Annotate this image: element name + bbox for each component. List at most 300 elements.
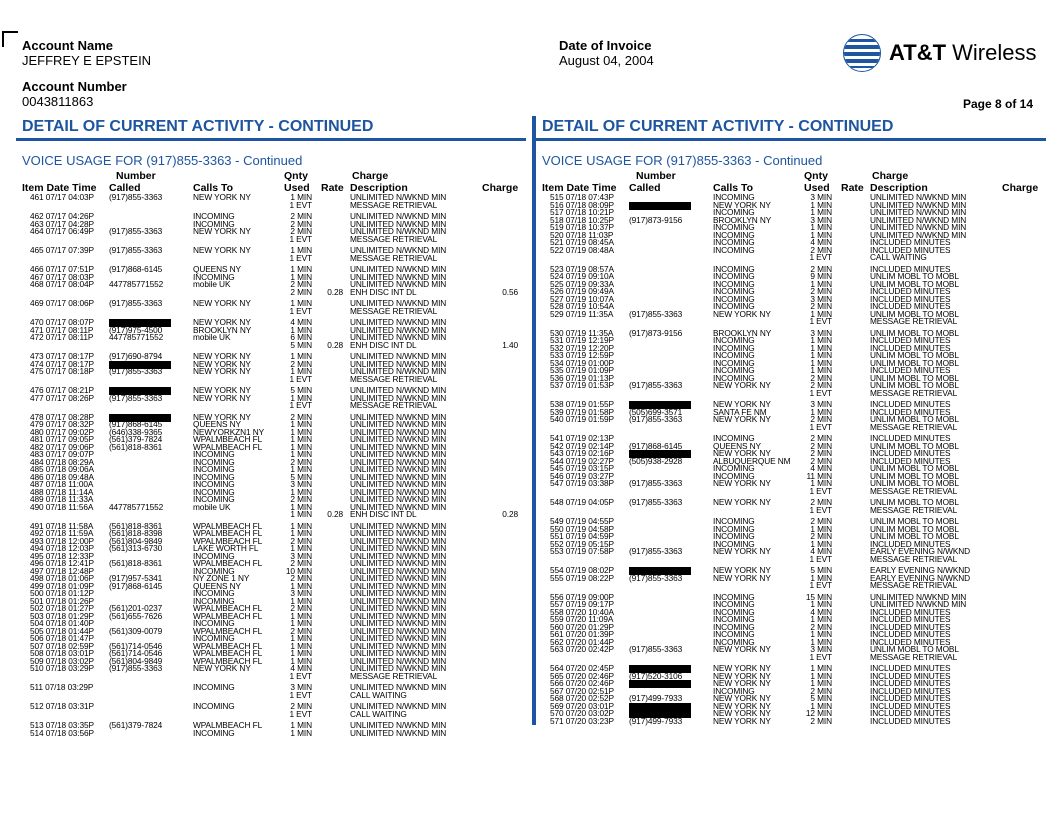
calls-to: NEW YORK NY	[193, 298, 251, 308]
charge-description: EARLY EVENING N/WKND	[870, 546, 971, 556]
item-date-time: 520 07/18 11:03P	[550, 229, 614, 240]
quantity-used: 1 MIN	[810, 538, 832, 549]
calls-to: NEW YORK NY	[713, 708, 771, 718]
item-date-time: 539 07/19 01:58P	[550, 406, 614, 417]
item-date-time-header: Item Date Time	[22, 182, 97, 194]
quantity-used: 1 MIN	[290, 633, 312, 643]
charge-description: UNLIMITED N/WKND MIN	[350, 535, 447, 546]
item-date-time: 555 07/19 08:22P	[550, 572, 614, 583]
table-row	[536, 244, 1046, 255]
quantity-used: 4 MIN	[290, 317, 312, 327]
item-date-time: 525 07/19 09:33A	[550, 278, 614, 289]
item-date-time: 472 07/17 08:11P	[30, 332, 94, 342]
calls-to: QUEENS NY	[713, 440, 761, 451]
quantity-used: 2 MIN	[810, 372, 832, 383]
description-header: Description	[870, 182, 928, 194]
quantity-used: 3 MIN	[810, 293, 832, 304]
quantity-used: 1 MIN	[290, 245, 312, 255]
item-date-time: 518 07/18 10:25P	[550, 214, 614, 225]
quantity-used: 5 MIN	[290, 385, 312, 395]
table-row	[536, 572, 1046, 583]
quantity-used: 1 MIN	[810, 478, 832, 488]
item-date-time: 571 07/20 03:23P	[550, 715, 614, 726]
calls-to: NEW YORK NY	[713, 308, 771, 319]
charge-description: UNLIMITED N/WKND MIN	[350, 456, 447, 467]
item-date-time: 530 07/19 11:35A	[550, 327, 614, 338]
quantity-used: 1 MIN	[290, 298, 312, 308]
quantity-used: 1 MIN	[810, 700, 832, 711]
item-date-time: 527 07/19 10:07A	[550, 293, 614, 304]
quantity-used: 1 EVT	[289, 199, 312, 210]
calls-to: QUEENS NY	[193, 419, 241, 429]
item-date-time: 467 07/17 08:03P	[30, 271, 94, 282]
called-number: (917)868-6145	[629, 440, 683, 451]
item-date-time: 545 07/19 03:15P	[550, 463, 614, 473]
called-number: (917)520-3106	[629, 670, 683, 681]
calls-to: INCOMING	[713, 237, 755, 247]
item-date-time: 499 07/18 01:09P	[30, 580, 94, 591]
charge-description: UNLIMITED N/WKND MIN	[350, 279, 447, 289]
quantity-used: 1 MIN	[290, 419, 312, 429]
item-date-time: 495 07/18 12:33P	[30, 550, 94, 561]
calls-to: INCOMING	[713, 538, 755, 549]
charge-description: MESSAGE RETRIEVAL	[870, 651, 958, 662]
item-date-time: 559 07/20 11:09A	[550, 614, 614, 624]
calls-to: INCOMING	[713, 342, 755, 353]
charge-description: INCLUDED MINUTES	[870, 406, 951, 417]
called-number: 447785771552	[109, 279, 164, 289]
calls-to: WPALMBEACH FL	[193, 603, 263, 613]
invoice-date-label: Date of Invoice	[559, 38, 652, 53]
calls-to: NEW YORK NY	[713, 199, 771, 210]
charge-description: INCLUDED MINUTES	[870, 700, 951, 711]
item-date-time: 477 07/17 08:26P	[30, 392, 94, 403]
quantity-used: 1 MIN	[290, 528, 312, 538]
item-date-time: 566 07/20 02:46P	[550, 678, 614, 688]
item-date-time: 521 07/19 08:45A	[550, 237, 614, 247]
calls-to: NEW YORK NY	[713, 380, 771, 390]
charge-description: EARLY EVENING N/WKND	[870, 572, 971, 583]
charge-description: UNLIMITED N/WKND MIN	[350, 565, 447, 576]
quantity-used: 3 MIN	[290, 588, 312, 598]
charge-description: MESSAGE RETRIEVAL	[350, 400, 438, 410]
quantity-used: 1 MIN	[290, 720, 312, 730]
called-number: (917)855-3363	[109, 192, 163, 202]
item-date-time: 536 07/19 01:13P	[550, 372, 614, 383]
calls-to: NEW YORK NY	[713, 715, 771, 726]
called-number: (561)714-0546	[109, 640, 163, 651]
quantity-used: 2 MIN	[290, 603, 312, 613]
called-number: (917)868-6145	[109, 580, 163, 591]
account-number: 0043811863	[22, 94, 94, 109]
calls-to: NEW YORK NY	[713, 448, 771, 458]
quantity-used: 2 MIN	[810, 433, 832, 443]
charge-description: UNLIMITED N/WKND MIN	[870, 207, 967, 217]
quantity-used: 1 MIN	[810, 572, 832, 583]
charge-description: UNLIMITED N/WKND MIN	[350, 211, 447, 221]
called-number: (646)338-9365	[109, 426, 163, 437]
called-number: (561)804-9849	[109, 535, 163, 546]
charge-description: UNLIMITED N/WKND MIN	[350, 727, 447, 738]
charge-description: ENH DISC INT DL	[350, 509, 417, 519]
quantity-used: 10 MIN	[285, 565, 312, 576]
calls-to: INCOMING	[713, 614, 755, 624]
calls-to: NEW YORK NY	[713, 414, 771, 424]
calls-to: INCOMING	[193, 456, 235, 467]
account-name-label: Account Name	[22, 38, 114, 53]
quantity-used: 1 MIN	[290, 192, 312, 202]
charge-description: UNLIMITED N/WKND MIN	[870, 229, 967, 240]
calls-to: INCOMING	[713, 350, 755, 360]
charge-description: MESSAGE RETRIEVAL	[350, 252, 438, 263]
calls-to-header: Calls To	[713, 182, 754, 194]
called-number: (917)957-5341	[109, 573, 163, 583]
calls-to: SANTA FE NM	[713, 406, 767, 417]
quantity-used: 1 EVT	[809, 580, 832, 590]
quantity-used: 2 MIN	[810, 531, 832, 541]
item-date-time: 538 07/19 01:55P	[550, 399, 614, 409]
quantity-used: 1 EVT	[289, 400, 312, 410]
charge-description: UNLIM MOBL TO MOBL	[870, 327, 959, 338]
calls-to: INCOMING	[193, 595, 235, 606]
item-date-time: 482 07/17 09:06P	[30, 441, 94, 452]
voice-usage-heading: VOICE USAGE FOR (917)855-3363 - Continued	[22, 153, 303, 168]
called-number: (561)804-9849	[109, 655, 163, 666]
item-date-time: 494 07/18 12:03P	[30, 543, 94, 553]
charge-description: UNLIMITED N/WKND MIN	[350, 426, 447, 437]
charge-header: Charge	[1002, 182, 1039, 194]
table-row	[16, 402, 526, 410]
quantity-used: 1 EVT	[809, 316, 832, 326]
charge-description: UNLIMITED N/WKND MIN	[870, 192, 967, 202]
charge-description: INCLUDED MINUTES	[870, 301, 951, 311]
table-row	[16, 703, 526, 711]
charge-description: INCLUDED MINUTES	[870, 335, 951, 345]
quantity-used: 1 MIN	[810, 278, 832, 289]
quantity-used: 3 MIN	[810, 399, 832, 409]
item-date-time: 532 07/19 12:20P	[550, 342, 614, 353]
item-date-time: 528 07/19 10:54A	[550, 301, 614, 311]
item-date-time: 535 07/19 01:09P	[550, 365, 614, 375]
called-header: Called	[109, 182, 141, 194]
charge-description: UNLIMITED N/WKND MIN	[350, 618, 447, 628]
item-date-time: 557 07/19 09:17P	[550, 599, 614, 609]
item-date-time: 501 07/18 01:26P	[30, 595, 94, 606]
called-number: (561)818-8361	[109, 441, 163, 452]
quantity-used: 1 MIN	[810, 342, 832, 353]
calls-to: INCOMING	[193, 550, 235, 561]
charge-description: UNLIM MOBL TO MOBL	[870, 440, 959, 451]
charge-description: UNLIMITED N/WKND MIN	[350, 603, 447, 613]
rate: 0.28	[327, 509, 343, 519]
quantity-used: 1 EVT	[809, 387, 832, 398]
quantity-used: 1 MIN	[290, 434, 312, 444]
charge-description: INCLUDED MINUTES	[870, 293, 951, 304]
table-row	[16, 373, 526, 384]
charge-description: EARLY EVENING N/WKND	[870, 565, 971, 575]
calls-to: NEW YORK NY	[713, 565, 771, 575]
quantity-used: 2 MIN	[810, 455, 832, 466]
item-date-time: 490 07/18 11:56A	[30, 501, 94, 512]
calls-to: INCOMING	[193, 565, 235, 576]
charge-description: UNLIMITED N/WKND MIN	[350, 655, 447, 666]
table-row	[16, 511, 526, 519]
calls-to: WPALMBEACH FL	[193, 648, 263, 658]
called-number: (917)855-3363	[109, 366, 163, 376]
charge-description: UNLIMITED N/WKND MIN	[350, 701, 447, 711]
number-top-header: Number	[636, 170, 676, 182]
calls-to: NEW YORK NY	[193, 245, 251, 255]
charge-amount: 0.56	[502, 286, 518, 297]
charge-description: UNLIMITED N/WKND MIN	[350, 245, 447, 255]
called-header: Called	[629, 182, 661, 194]
called-number: (917)855-3363	[629, 644, 683, 654]
quantity-used: 1 MIN	[290, 441, 312, 452]
quantity-used: 1 MIN	[810, 629, 832, 639]
quantity-used: 1 MIN	[290, 580, 312, 591]
calls-to: NEW YORK NY	[713, 693, 771, 703]
calls-to: INCOMING	[713, 531, 755, 541]
item-date-time: 565 07/20 02:46P	[550, 670, 614, 681]
quantity-used: 4 MIN	[290, 663, 312, 673]
quantity-used: 1 EVT	[289, 670, 312, 681]
called-number: (561)379-7824	[109, 434, 163, 444]
charge-description: UNLIMITED N/WKND MIN	[350, 317, 447, 327]
quantity-used: 1 EVT	[809, 421, 832, 432]
charge-description: MESSAGE RETRIEVAL	[870, 421, 958, 432]
quantity-used: 2 MIN	[810, 621, 832, 632]
quantity-used: 1 MIN	[810, 614, 832, 624]
item-date-time: 515 07/18 07:43P	[550, 192, 614, 202]
quantity-used: 1 EVT	[289, 233, 312, 244]
called-number: 447785771552	[109, 332, 164, 342]
called-number: (561)818-8361	[109, 520, 163, 531]
calls-to: INCOMING	[193, 618, 235, 628]
charge-description: UNLIMITED N/WKND MIN	[350, 528, 447, 538]
table-row	[16, 252, 526, 263]
charge-description: UNLIM MOBL TO MOBL	[870, 380, 959, 390]
item-date-time: 522 07/19 08:48A	[550, 244, 614, 255]
charge-description: UNLIMITED N/WKND MIN	[350, 595, 447, 606]
charge-description: UNLIMITED N/WKND MIN	[350, 358, 447, 369]
charge-description: INCLUDED MINUTES	[870, 399, 951, 409]
charge-description: UNLIM MOBL TO MOBL	[870, 478, 959, 488]
charge-description: UNLIM MOBL TO MOBL	[870, 463, 959, 473]
item-date-time: 493 07/18 12:00P	[30, 535, 94, 546]
item-date-time: 570 07/20 03:02P	[550, 708, 614, 718]
item-date-time: 510 07/18 03:29P	[30, 663, 94, 673]
table-row	[16, 665, 526, 673]
quantity-used: 9 MIN	[810, 271, 832, 281]
item-date-time: 513 07/18 03:35P	[30, 720, 94, 730]
item-date-time: 485 07/18 09:06A	[30, 464, 94, 474]
quantity-used: 2 MIN	[290, 625, 312, 636]
calls-to: INCOMING	[193, 588, 235, 598]
quantity-used: 1 MIN	[290, 366, 312, 376]
item-date-time: 564 07/20 02:45P	[550, 663, 614, 673]
table-row	[536, 553, 1046, 564]
table-row	[16, 334, 526, 342]
calls-to: NEW YORK NY	[193, 663, 251, 673]
quantity-used: 1 MIN	[810, 365, 832, 375]
item-date-time: 526 07/19 09:49A	[550, 286, 614, 296]
table-row	[536, 421, 1046, 432]
charge-description: UNLIMITED N/WKND MIN	[350, 588, 447, 598]
called-number: (561)818-8398	[109, 528, 163, 538]
item-date-time: 489 07/18 11:33A	[30, 494, 94, 504]
table-row	[16, 501, 526, 512]
quantity-used: 5 MIN	[290, 471, 312, 482]
item-date-time: 469 07/17 08:06P	[30, 298, 94, 308]
quantity-used: 1 MIN	[290, 618, 312, 628]
quantity-used: 2 MIN	[810, 414, 832, 424]
charge-description: INCLUDED MINUTES	[870, 629, 951, 639]
calls-to: WPALMBEACH FL	[193, 558, 263, 568]
item-date-time: 461 07/17 04:03P	[30, 192, 94, 202]
called-number: (917)855-3363	[109, 245, 163, 255]
charge-description: INCLUDED MINUTES	[870, 670, 951, 681]
item-date-time: 484 07/18 08:29A	[30, 456, 94, 467]
calls-to: NEW YORK NY	[193, 192, 251, 202]
quantity-used: 1 MIN	[290, 509, 312, 519]
quantity-used: 2 MIN	[290, 456, 312, 467]
called-number: (917)855-3363	[109, 298, 163, 308]
calls-to: WPALMBEACH FL	[193, 720, 263, 730]
quantity-used: 1 MIN	[290, 351, 312, 361]
item-date-time: 475 07/17 08:18P	[30, 366, 94, 376]
item-date-time: 547 07/19 03:38P	[550, 478, 614, 488]
item-date-time: 524 07/19 09:10A	[550, 271, 614, 281]
charge-description: UNLIMITED N/WKND MIN	[350, 419, 447, 429]
charge-description: ENH DISC INT DL	[350, 286, 417, 297]
charge-description: UNLIMITED N/WKND MIN	[350, 479, 447, 489]
called-number: (917)868-6145	[109, 419, 163, 429]
calls-to: QUEENS NY	[193, 264, 241, 274]
usage-table	[536, 194, 1046, 725]
voice-usage-heading: VOICE USAGE FOR (917)855-3363 - Continued	[542, 153, 823, 168]
calls-to: INCOMING	[713, 636, 755, 647]
quantity-used: 2 MIN	[290, 211, 312, 221]
rate-header: Rate	[841, 182, 864, 194]
table-row	[16, 233, 526, 244]
charge-description: MESSAGE RETRIEVAL	[870, 504, 958, 515]
item-date-time: 519 07/18 10:37P	[550, 222, 614, 232]
calls-to: BROOKLYN NY	[193, 324, 252, 335]
charge-description: INCLUDED MINUTES	[870, 708, 951, 718]
rate: 0.28	[327, 339, 343, 350]
table-row	[536, 318, 1046, 326]
charge-description: UNLIMITED N/WKND MIN	[350, 411, 447, 422]
charge-description: INCLUDED MINUTES	[870, 342, 951, 353]
calls-to: INCOMING	[713, 278, 755, 289]
item-date-time: 563 07/20 02:42P	[550, 644, 614, 654]
table-row	[536, 480, 1046, 488]
item-date-time: 509 07/18 03:02P	[30, 655, 94, 666]
quantity-used: 1 MIN	[290, 655, 312, 666]
calls-to: INCOMING	[713, 685, 755, 696]
item-date-time: 567 07/20 02:51P	[550, 685, 614, 696]
brand-name: AT&T Wireless	[889, 40, 1037, 65]
charge-description: MESSAGE RETRIEVAL	[350, 373, 438, 384]
calls-to: INCOMING	[713, 523, 755, 534]
charge-description: UNLIMITED N/WKND MIN	[870, 591, 967, 602]
calls-to: INCOMING	[713, 599, 755, 609]
charge-description: UNLIMITED N/WKND MIN	[350, 392, 447, 403]
item-date-time: 480 07/17 09:02P	[30, 426, 94, 437]
quantity-used: 3 MIN	[810, 327, 832, 338]
item-date-time: 553 07/19 07:58P	[550, 546, 614, 556]
quantity-used: 1 EVT	[289, 708, 312, 719]
called-number: (917)499-7933	[629, 715, 683, 726]
charge-description: UNLIMITED N/WKND MIN	[870, 199, 967, 210]
quantity-used: 1 MIN	[290, 543, 312, 553]
charge-description: UNLIM MOBL TO MOBL	[870, 357, 959, 368]
calls-to: INCOMING	[193, 682, 235, 692]
item-date-time: 517 07/18 10:21P	[550, 207, 614, 217]
charge-description: UNLIM MOBL TO MOBL	[870, 278, 959, 289]
charge-description: UNLIMITED N/WKND MIN	[350, 298, 447, 308]
charge-description: UNLIMITED N/WKND MIN	[350, 543, 447, 553]
calls-to: BROOKLYN NY	[713, 327, 772, 338]
item-date-time: 544 07/19 02:27P	[550, 455, 614, 466]
calls-to: NEW YORK NY	[713, 644, 771, 654]
quantity-used: 2 MIN	[290, 226, 312, 236]
calls-to: INCOMING	[713, 606, 755, 617]
calls-to: QUEENS NY	[193, 580, 241, 591]
item-date-time: 569 07/20 03:01P	[550, 700, 614, 711]
charge-description: MESSAGE RETRIEVAL	[870, 316, 958, 326]
table-row	[16, 247, 526, 255]
charge-description: INCLUDED MINUTES	[870, 433, 951, 443]
item-date-time: 540 07/19 01:59P	[550, 414, 614, 424]
charge-description: UNLIMITED N/WKND MIN	[350, 520, 447, 531]
quantity-used: 1 MIN	[290, 640, 312, 651]
quantity-used: 1 MIN	[810, 663, 832, 673]
calls-to: NY ZONE 1 NY	[193, 573, 250, 583]
quantity-used: 6 MIN	[290, 332, 312, 342]
calls-to: WPALMBEACH FL	[193, 441, 263, 452]
calls-to: WPALMBEACH FL	[193, 625, 263, 636]
qty-top-header: Qnty	[284, 170, 308, 182]
item-date-time: 511 07/18 03:29P	[30, 682, 94, 692]
calls-to: mobile UK	[193, 332, 231, 342]
charge-description: UNLIMITED N/WKND MIN	[350, 441, 447, 452]
quantity-used: 1 MIN	[290, 486, 312, 497]
calls-to: NEW YORK NY	[713, 663, 771, 673]
charge-description: UNLIMITED N/WKND MIN	[350, 550, 447, 561]
table-row	[16, 727, 526, 738]
table-row	[16, 305, 526, 316]
table-row	[536, 308, 1046, 319]
calls-to: NEW YORK NY	[713, 572, 771, 583]
called-number: (917)690-8794	[109, 351, 163, 361]
account-number-label: Account Number	[22, 79, 127, 94]
item-date-time: 512 07/18 03:31P	[30, 701, 94, 711]
calls-to: INCOMING	[193, 218, 235, 229]
quantity-used: 2 MIN	[810, 440, 832, 451]
quantity-used: 2 MIN	[810, 448, 832, 458]
quantity-used: 1 MIN	[810, 350, 832, 360]
called-number: (917)855-3363	[629, 546, 683, 556]
calls-to: NEW YORK NY	[713, 678, 771, 688]
table-row	[536, 651, 1046, 662]
table-row	[16, 670, 526, 681]
item-date-time: 542 07/19 02:14P	[550, 440, 614, 451]
charge-amount: 1.40	[502, 339, 518, 350]
table-row	[16, 300, 526, 308]
called-number: (561)379-7824	[109, 720, 163, 730]
called-number: 447785771552	[109, 501, 164, 512]
